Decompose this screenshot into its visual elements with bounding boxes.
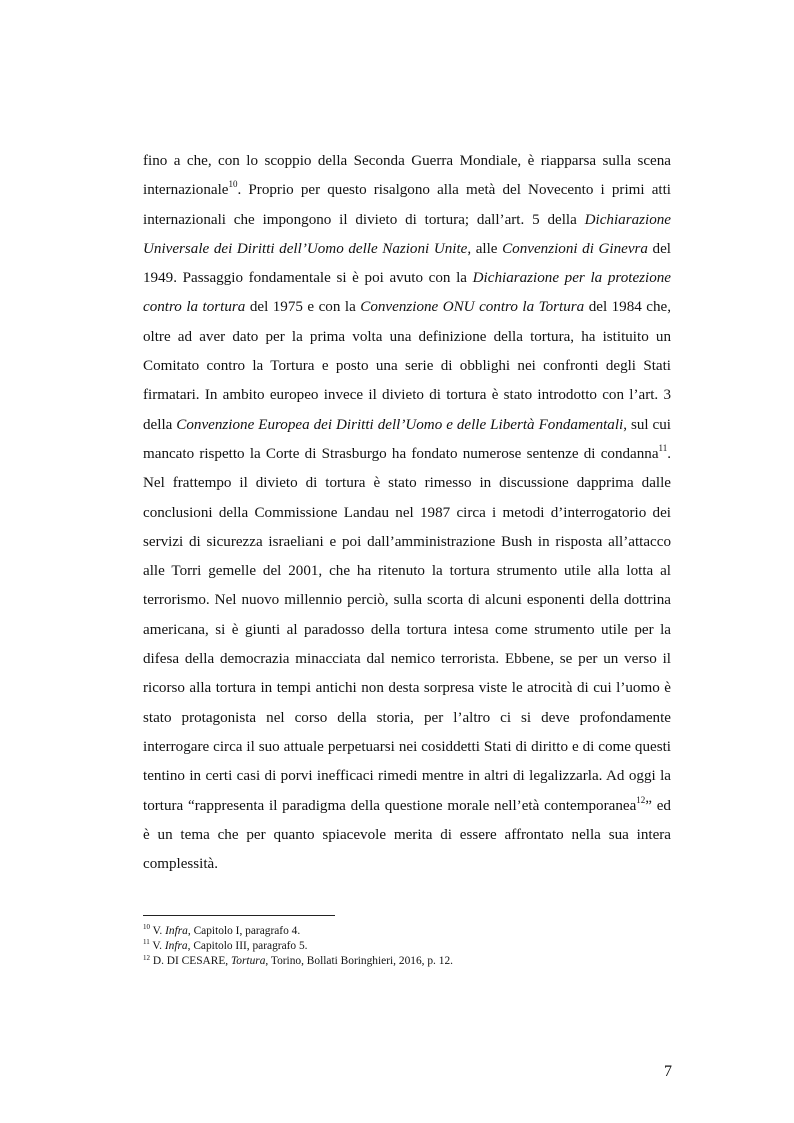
footnote-italic: Infra	[164, 940, 188, 953]
italic-title: Convenzioni di Ginevra	[502, 240, 648, 257]
footnote-ref: 12	[636, 794, 646, 805]
footnote-text: D. DI CESARE,	[150, 955, 232, 968]
footnote-ref: 11	[658, 442, 668, 453]
italic-title: Dichiarazione Universale dei Diritti dell’Uomo delle Nazioni Unite	[143, 211, 671, 257]
paragraph-text	[143, 147, 671, 879]
footnote-text: V.	[149, 940, 165, 953]
footnote-text: V.	[150, 925, 166, 937]
footnote-number: 12	[143, 953, 150, 962]
italic-title: Convenzione ONU contro la Tortura	[360, 299, 585, 316]
text-run: del 1949. Passaggio fondamentale si è poi avuto con la	[143, 240, 672, 287]
footnote-12	[143, 954, 683, 969]
footnote-11	[143, 939, 683, 954]
footnote-10	[143, 924, 683, 939]
text-run: del 1984 che, oltre ad aver dato per la prima volta una definizione della tortura, ha istituito un Comitato contro la Tortura e posto una serie di obblighi nei confronti degli Stati firmatari. In ambito europeo invece il divieto di tortura è stato introdotto con l’art. 3 della	[143, 299, 672, 433]
footnote-text: , Capitolo III, paragrafo 5.	[187, 940, 308, 953]
text-run: . Proprio per questo risalgono alla metà del Novecento i primi atti internazionali che impongono il divieto di tortura; dall’art. 5 della	[143, 182, 671, 228]
text-run: del 1975 e con la	[245, 299, 361, 316]
text-run: ” ed è un tema che per quanto spiacevole merita di essere affrontato nella sua intera complessità.	[143, 797, 671, 873]
italic-title: Convenzione Europea dei Diritti dell’Uomo e delle Libertà Fondamentali	[176, 416, 624, 433]
text-run: , alle	[467, 240, 503, 257]
footnote-ref: 10	[228, 179, 238, 190]
text-run: , sul cui mancato rispetto la Corte di Strasburgo ha fondato numerose sentenze di condanna	[143, 416, 671, 462]
page-number: 7	[664, 1063, 672, 1080]
text-run: fino a che, con lo scoppio della Seconda Guerra Mondiale, è riapparsa sulla scena internazionale	[143, 153, 671, 199]
body-paragraph	[143, 147, 671, 879]
footnote-separator	[143, 915, 335, 916]
text-run: . Nel frattempo il divieto di tortura è stato rimesso in discussione dapprima dalle conclusioni della Commissione Landau nel 1987 circa i metodi d’interrogatorio dei servizi di sicurezza israeliani e poi dall’amministrazione Bush in risposta all’attacco alle Torri gemelle del 2001, che ha ritenuto la tortura strumento utile alla lotta al terrorismo. Nel nuovo millennio perciò, sulla scorta di alcuni esponenti della dottrina americana, si è giunti al paradosso della tortura intesa come strumento utile per la difesa della democrazia minacciata dal nemico terrorista. Ebbene, se per un verso il ricorso alla tortura in tempi antichi non desta sorpresa viste le atrocità di cui l’uomo è stato protagonista nel corso della storia, per l’altro ci si deve profondamente interrogare circa il suo attuale perpetuarsi nei cosiddetti Stati di diritto e di come questi tentino in certi casi di porvi inefficaci rimedi mentre in altri di legalizzarla. Ad oggi la tortura “rappresenta il paradigma della questione morale nell’età contemporanea	[143, 445, 671, 814]
footnote-text: , Torino, Bollati Boringhieri, 2016, p. 12.	[265, 955, 453, 968]
footnotes	[143, 924, 683, 970]
italic-title: Dichiarazione per la protezione contro la tortura	[143, 270, 672, 316]
footnote-italic: Infra	[165, 925, 188, 937]
footnote-number: 11	[143, 938, 150, 947]
footnote-italic: Tortura	[231, 955, 266, 968]
footnote-text: , Capitolo I, paragrafo 4.	[187, 925, 301, 937]
footnote-number: 10	[143, 923, 150, 932]
